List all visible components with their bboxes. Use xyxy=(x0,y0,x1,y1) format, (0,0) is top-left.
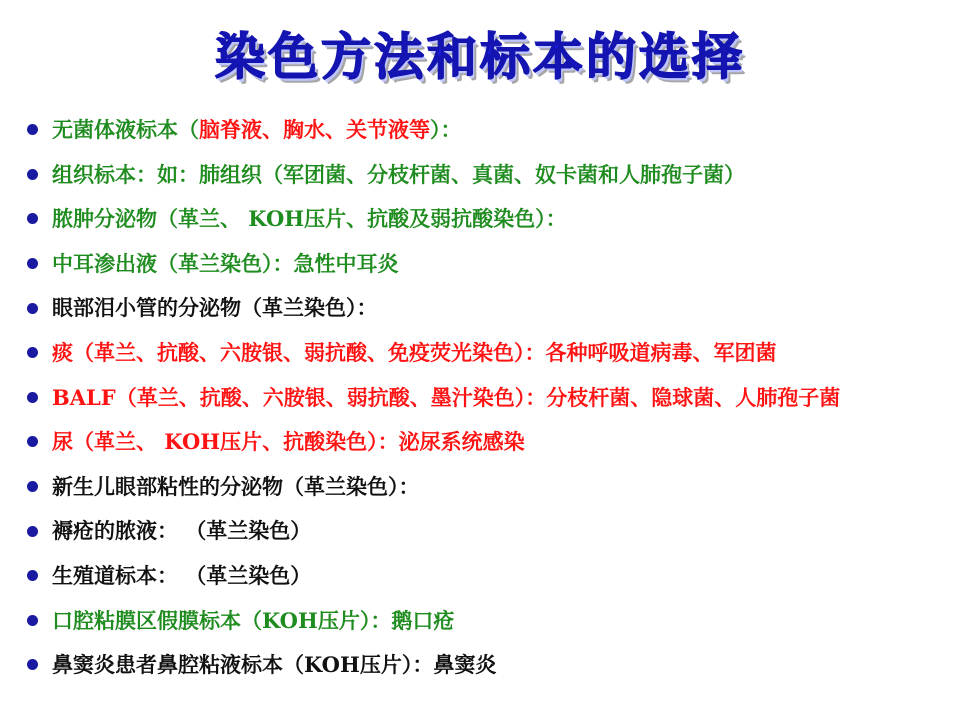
list-item-text xyxy=(52,509,311,554)
slide-title: 染色方法和标本的选择 xyxy=(215,28,745,86)
list-item xyxy=(0,108,960,153)
bullet-icon xyxy=(27,347,38,358)
list-item-text xyxy=(52,643,496,688)
bullet-icon xyxy=(27,570,38,581)
list-item xyxy=(0,420,960,465)
bullet-icon xyxy=(27,659,38,670)
text-segment: 眼部泪小管的分泌物（革兰染色）： xyxy=(52,295,378,321)
text-segment: ）： xyxy=(430,117,462,142)
bullet-icon xyxy=(27,392,38,403)
list-item-text xyxy=(52,376,840,421)
text-segment: 口腔粘膜区假膜标本（KOH压片）：鹅口疮 xyxy=(52,607,455,633)
list-item-text xyxy=(52,599,454,644)
bullet-icon xyxy=(27,124,38,135)
list-item xyxy=(0,554,960,599)
list-item xyxy=(0,286,960,331)
list-item-text xyxy=(52,420,525,465)
list-item-text xyxy=(52,108,462,153)
text-segment: 新生儿眼部粘性的分泌物（革兰染色）： xyxy=(52,473,420,499)
list-item xyxy=(0,599,960,644)
text-segment: 脓肿分泌物（革兰、 KOH压片、抗酸及弱抗酸染色）： xyxy=(52,206,567,232)
list-item-text xyxy=(52,242,399,287)
text-segment: 鼻窦炎患者鼻腔粘液标本（KOH压片）：鼻窦炎 xyxy=(52,652,497,678)
text-segment: BALF（革兰、抗酸、六胺银、弱抗酸、墨汁染色）：分枝杆菌、隐球菌、人肺孢子菌 xyxy=(52,384,841,410)
bullet-icon xyxy=(27,213,38,224)
bullet-icon xyxy=(27,169,38,180)
text-segment: 痰（革兰、抗酸、六胺银、弱抗酸、免疫荧光染色）：各种呼吸道病毒、军团菌 xyxy=(52,339,777,365)
list-item xyxy=(0,509,960,554)
list-item-text xyxy=(52,554,311,599)
list-item xyxy=(0,242,960,287)
list-item-text xyxy=(52,465,420,510)
bullet-icon xyxy=(27,481,38,492)
list-item-text xyxy=(52,331,777,376)
bullet-icon xyxy=(27,303,38,314)
bullet-icon xyxy=(27,436,38,447)
list-item xyxy=(0,465,960,510)
list-item xyxy=(0,197,960,242)
bullet-icon xyxy=(27,258,38,269)
specimen-list xyxy=(0,108,960,688)
text-segment: 组织标本：如：肺组织（军团菌、分枝杆菌、真菌、奴卡菌和人肺孢子菌） xyxy=(52,161,745,187)
list-item-text xyxy=(52,153,745,198)
list-item xyxy=(0,153,960,198)
text-segment: 无菌体液标本（ xyxy=(52,117,199,142)
bullet-icon xyxy=(27,615,38,626)
text-segment: 褥疮的脓液： （革兰染色） xyxy=(52,518,312,544)
list-item-text xyxy=(52,197,567,242)
text-segment: 尿（革兰、 KOH压片、抗酸染色）：泌尿系统感染 xyxy=(52,429,525,455)
text-segment: 脑脊液、胸水、关节液等 xyxy=(199,117,430,142)
list-item xyxy=(0,331,960,376)
text-segment: 生殖道标本： （革兰染色） xyxy=(52,562,312,588)
list-item xyxy=(0,376,960,421)
list-item-text xyxy=(52,286,378,331)
bullet-icon xyxy=(27,526,38,537)
list-item xyxy=(0,643,960,688)
text-segment: 中耳渗出液（革兰染色）：急性中耳炎 xyxy=(52,250,399,276)
